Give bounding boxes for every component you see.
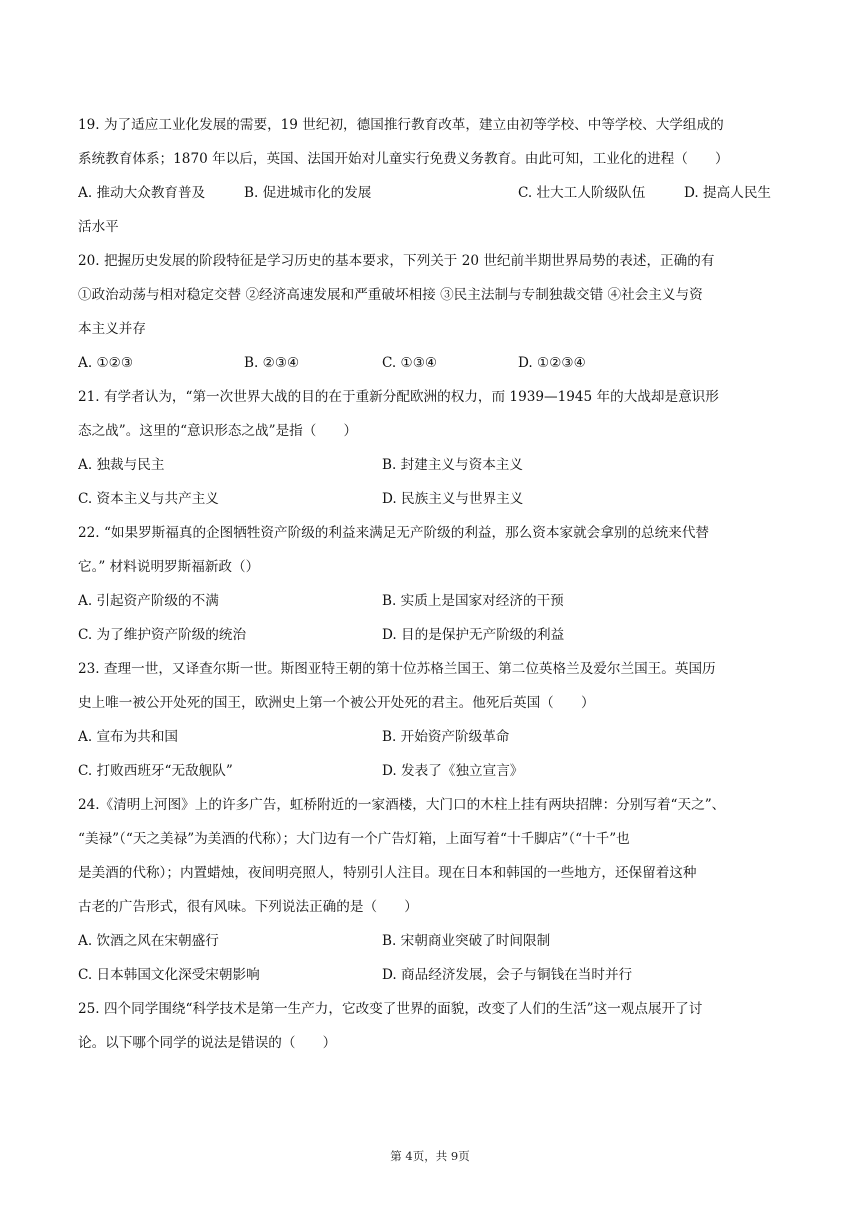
question-22 xyxy=(78,516,782,652)
question-19-stem-line-2: 系统教育体系；1870 年以后，英国、法国开始对儿童实行免费义务教育。由此可知，工业化的进程（ ） xyxy=(78,151,729,167)
question-20 xyxy=(78,244,782,380)
option-c[interactable]: C. 资本主义与共产主义 xyxy=(78,491,219,507)
option-b[interactable]: B. 封建主义与资本主义 xyxy=(382,457,523,473)
question-24-stem-line-2: “美禄”（“天之美禄”为美酒的代称）；大门边有一个广告灯箱，上面写着“十千脚店”（“十千”也 xyxy=(78,831,630,847)
question-22-stem-line-1: 22. “如果罗斯福真的企图牺牲资产阶级的利益来满足无产阶级的利益，那么资本家就会拿别的总统来代替 xyxy=(78,525,710,541)
option-c[interactable]: C. 日本韩国文化深受宋朝影响 xyxy=(78,967,260,983)
option-d[interactable]: D. 民族主义与世界主义 xyxy=(382,491,524,507)
question-19-stem-line-1: 19. 为了适应工业化发展的需要，19 世纪初，德国推行教育改革，建立由初等学校、中等学校、大学组成的 xyxy=(78,117,724,133)
question-25-stem-line-2: 论。以下哪个同学的说法是错误的（ ） xyxy=(78,1035,337,1051)
question-22-options-row-2 xyxy=(78,618,782,652)
option-c[interactable]: C. ①③④ xyxy=(382,355,438,371)
option-c[interactable]: C. 壮大工人阶级队伍 xyxy=(518,185,646,201)
question-24-stem-line-1: 24.《清明上河图》上的许多广告，虹桥附近的一家酒楼，大门口的木柱上挂有两块招牌：分别写着“天之”、 xyxy=(78,797,726,813)
option-d[interactable]: D. 商品经济发展，会子与铜钱在当时并行 xyxy=(382,967,633,983)
option-c[interactable]: C. 为了维护资产阶级的统治 xyxy=(78,627,247,643)
page-content xyxy=(78,108,782,1060)
question-19 xyxy=(78,108,782,244)
question-24-stem-line-3: 是美酒的代称）；内置蜡烛，夜间明亮照人，特别引人注目。现在日本和韩国的一些地方，还保留着这种 xyxy=(78,865,697,881)
question-21-options-row-2 xyxy=(78,482,782,516)
option-b[interactable]: B. 促进城市化的发展 xyxy=(244,185,372,201)
option-d[interactable]: D. ①②③④ xyxy=(518,355,586,371)
question-25 xyxy=(78,992,782,1060)
question-22-stem-line-2: 它。” 材料说明罗斯福新政（） xyxy=(78,559,260,575)
question-19-options xyxy=(78,176,782,210)
page-footer: 第 4页，共 9页 xyxy=(390,1149,470,1163)
question-23-stem-line-1: 23. 查理一世，又译查尔斯一世。斯图亚特王朝的第十位苏格兰国王、第二位英格兰及爱尔兰国王。英国历 xyxy=(78,661,716,677)
question-20-stem-line-2: ①政治动荡与相对稳定交替 ②经济高速发展和严重破坏相接 ③民主法制与专制独裁交错 ④社会主义与资 xyxy=(78,287,703,303)
option-a[interactable]: A. 宣布为共和国 xyxy=(78,729,179,745)
question-20-options xyxy=(78,346,782,380)
option-c[interactable]: C. 打败西班牙“无敌舰队” xyxy=(78,763,233,779)
option-b[interactable]: B. 开始资产阶级革命 xyxy=(382,729,510,745)
option-b[interactable]: B. 实质上是国家对经济的干预 xyxy=(382,593,564,609)
question-21 xyxy=(78,380,782,516)
question-21-stem-line-1: 21. 有学者认为，“第一次世界大战的目的在于重新分配欧洲的权力，而 1939—1945 年的大战却是意识形 xyxy=(78,389,719,405)
option-b[interactable]: B. 宋朝商业突破了时间限制 xyxy=(382,933,551,949)
question-25-stem-line-1: 25. 四个同学围绕“科学技术是第一生产力，它改变了世界的面貌，改变了人们的生活”这一观点展开了讨 xyxy=(78,1001,703,1017)
option-a[interactable]: A. ①②③ xyxy=(78,355,134,371)
option-a[interactable]: A. 独裁与民主 xyxy=(78,457,165,473)
question-21-options-row-1 xyxy=(78,448,782,482)
question-23-options-row-1 xyxy=(78,720,782,754)
question-24 xyxy=(78,788,782,992)
question-24-stem-line-4: 古老的广告形式，很有风味。下列说法正确的是（ ） xyxy=(78,899,418,915)
option-b[interactable]: B. ②③④ xyxy=(244,355,300,371)
question-24-options-row-2 xyxy=(78,958,782,992)
option-d[interactable]: D. 发表了《独立宣言》 xyxy=(382,763,524,779)
question-23 xyxy=(78,652,782,788)
option-d-continuation: 活水平 xyxy=(78,219,119,235)
question-20-stem-line-1: 20. 把握历史发展的阶段特征是学习历史的基本要求，下列关于 20 世纪前半期世界局势的表述，正确的有 xyxy=(78,253,715,269)
question-22-options-row-1 xyxy=(78,584,782,618)
option-d[interactable]: D. 提高人民生 xyxy=(684,185,772,201)
question-23-options-row-2 xyxy=(78,754,782,788)
question-24-options-row-1 xyxy=(78,924,782,958)
question-21-stem-line-2: 态之战”。这里的“意识形态之战”是指（ ） xyxy=(78,423,358,439)
option-a[interactable]: A. 引起资产阶级的不满 xyxy=(78,593,219,609)
option-a[interactable]: A. 推动大众教育普及 xyxy=(78,185,206,201)
question-20-stem-line-3: 本主义并存 xyxy=(78,321,146,337)
option-a[interactable]: A. 饮酒之风在宋朝盛行 xyxy=(78,933,219,949)
question-23-stem-line-2: 史上唯一被公开处死的国王，欧洲史上第一个被公开处死的君主。他死后英国（ ） xyxy=(78,695,595,711)
option-d[interactable]: D. 目的是保护无产阶级的利益 xyxy=(382,627,565,643)
